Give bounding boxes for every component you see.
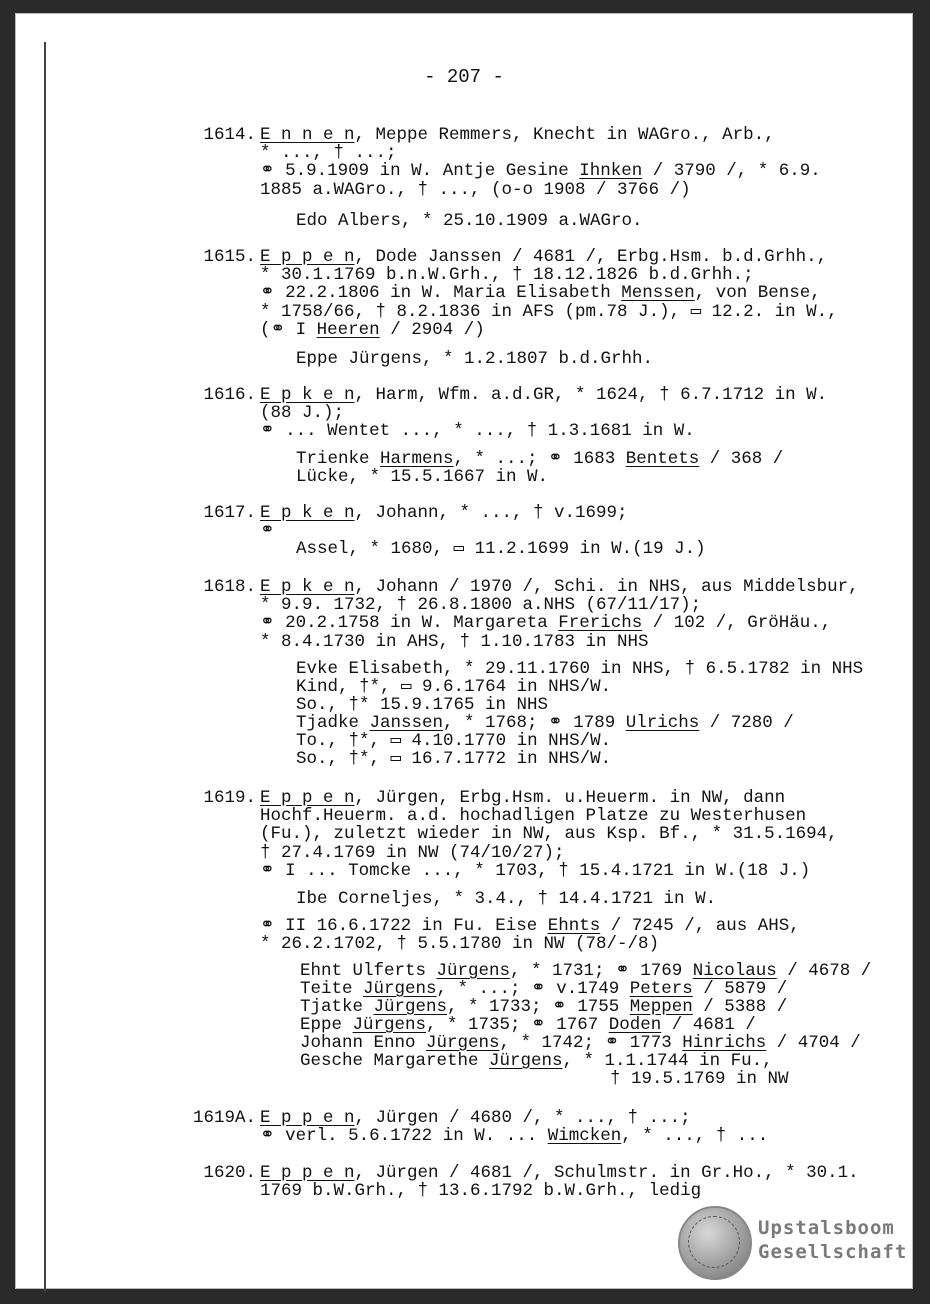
child-line: So., †*, ▭ 16.7.1772 in NHS/W.: [296, 749, 612, 769]
entry-number: 1619A.: [192, 1108, 256, 1128]
entry-text: E p p e n, Jürgen / 4681 /, Schulmstr. in Gr.Ho., * 30.1. 1769 b.W.Grh., † 13.6.1792 b.W.Grh., ledig: [260, 1163, 859, 1202]
child-line: Tjatke Jürgens, * 1733; ⚭ 1755 Meppen / 5388 /: [300, 997, 788, 1017]
child-line: Edo Albers, * 25.10.1909 a.WAGro.: [296, 211, 643, 231]
entry-number: 1617.: [203, 503, 256, 523]
surname: E p p e n: [260, 1108, 355, 1128]
entry-text: E p p e n, Dode Janssen / 4681 /, Erbg.Hsm. b.d.Grhh., * 30.1.1769 b.n.W.Grh., † 18.12.1826 b.d.Grhh.; ⚭ 22.2.1806 in W. Maria Elisabeth Menssen, von Bense, * 1758/66, † 8.2.1836 in AFS (pm.78 J.), ▭ 12.2. in W., (⚭ I Heeren / 2904 /): [260, 247, 838, 340]
child-line: So., †* 15.9.1765 in NHS: [296, 695, 549, 715]
surname: E p p e n: [260, 788, 355, 808]
entry-text: E p p e n, Jürgen / 4680 /, * ..., † ...; ⚭ verl. 5.6.1722 in W. ... Wimcken, * ..., † ...: [260, 1108, 769, 1147]
child-line: Eppe Jürgens, * 1.2.1807 b.d.Grhh.: [296, 349, 654, 369]
child-line: Johann Enno Jürgens, * 1742; ⚭ 1773 Hinrichs / 4704 /: [300, 1033, 861, 1053]
child-line: † 19.5.1769 in NW: [610, 1069, 789, 1089]
document-page: [16, 14, 912, 1288]
child-line: Ehnt Ulferts Jürgens, * 1731; ⚭ 1769 Nicolaus / 4678 /: [300, 961, 872, 981]
entry-text: E p k e n, Harm, Wfm. a.d.GR, * 1624, † 6.7.1712 in W. (88 J.); ⚭ ... Wentet ..., * ..., † 1.3.1681 in W.: [260, 385, 828, 442]
child-line: Kind, †*, ▭ 9.6.1764 in NHS/W.: [296, 677, 612, 697]
entry-number: 1618.: [203, 577, 256, 597]
entry-text: ⚭ II 16.6.1722 in Fu. Eise Ehnts / 7245 /, aus AHS, * 26.2.1702, † 5.5.1780 in NW (78/-/8): [260, 916, 800, 955]
entry-number: 1616.: [203, 385, 256, 405]
child-line: Lücke, * 15.5.1667 in W.: [296, 467, 549, 487]
child-line: To., †*, ▭ 4.10.1770 in NHS/W.: [296, 731, 612, 751]
child-line: Ibe Corneljes, * 3.4., † 14.4.1721 in W.: [296, 889, 717, 909]
seal-icon: [678, 1206, 752, 1280]
surname: E p p e n: [260, 247, 355, 267]
surname: E p k e n: [260, 385, 355, 405]
entry-text: E p p e n, Jürgen, Erbg.Hsm. u.Heuerm. in NW, dann Hochf.Heuerm. a.d. hochadligen Platze zu Westerhusen (Fu.), zuletzt wieder in NW, aus Ksp. Bf., * 31.5.1694, † 27.4.1769 in NW (74/10/27); ⚭ I ... Tomcke ..., * 1703, † 15.4.1721 in W.(18 J.): [260, 788, 838, 881]
child-line: Evke Elisabeth, * 29.11.1760 in NHS, † 6.5.1782 in NHS: [296, 659, 864, 679]
surname: E p k e n: [260, 577, 355, 597]
child-line: Assel, * 1680, ▭ 11.2.1699 in W.(19 J.): [296, 539, 706, 559]
child-line: Teite Jürgens, * ...; ⚭ v.1749 Peters / 5879 /: [300, 979, 788, 999]
entry-text: E n n e n, Meppe Remmers, Knecht in WAGro., Arb., * ..., † ...; ⚭ 5.9.1909 in W. Antje Gesine Ihnken / 3790 /, * 6.9. 1885 a.WAGro., † ..., (o-o 1908 / 3766 /): [260, 125, 821, 200]
entry-number: 1619.: [203, 788, 256, 808]
child-line: Gesche Margarethe Jürgens, * 1.1.1744 in Fu.,: [300, 1051, 773, 1071]
surname: E n n e n: [260, 125, 355, 145]
surname: E p k e n: [260, 503, 355, 523]
child-line: Tjadke Janssen, * 1768; ⚭ 1789 Ulrichs / 7280 /: [296, 713, 794, 733]
entry-number: 1614.: [203, 125, 256, 145]
entry-number: 1615.: [203, 247, 256, 267]
child-line: Trienke Harmens, * ...; ⚭ 1683 Bentets / 368 /: [296, 449, 784, 469]
surname: E p p e n: [260, 1163, 355, 1183]
binding-margin-line: [44, 42, 46, 1292]
entry-number: 1620.: [203, 1163, 256, 1183]
logo-text: Upstalsboom Gesellschaft: [758, 1217, 908, 1263]
entry-text: E p k e n, Johann, * ..., † v.1699; ⚭: [260, 503, 628, 542]
page-number: - 207 -: [424, 66, 504, 88]
entry-text: E p k e n, Johann / 1970 /, Schi. in NHS, aus Middelsbur, * 9.9. 1732, † 26.8.1800 a.NHS (67/11/17); ⚭ 20.2.1758 in W. Margareta Frerichs / 102 /, GröHäu., * 8.4.1730 in AHS, † 1.10.1783 in NHS: [260, 577, 859, 652]
upstalsboom-logo: [662, 1202, 908, 1290]
child-line: Eppe Jürgens, * 1735; ⚭ 1767 Doden / 4681 /: [300, 1015, 756, 1035]
